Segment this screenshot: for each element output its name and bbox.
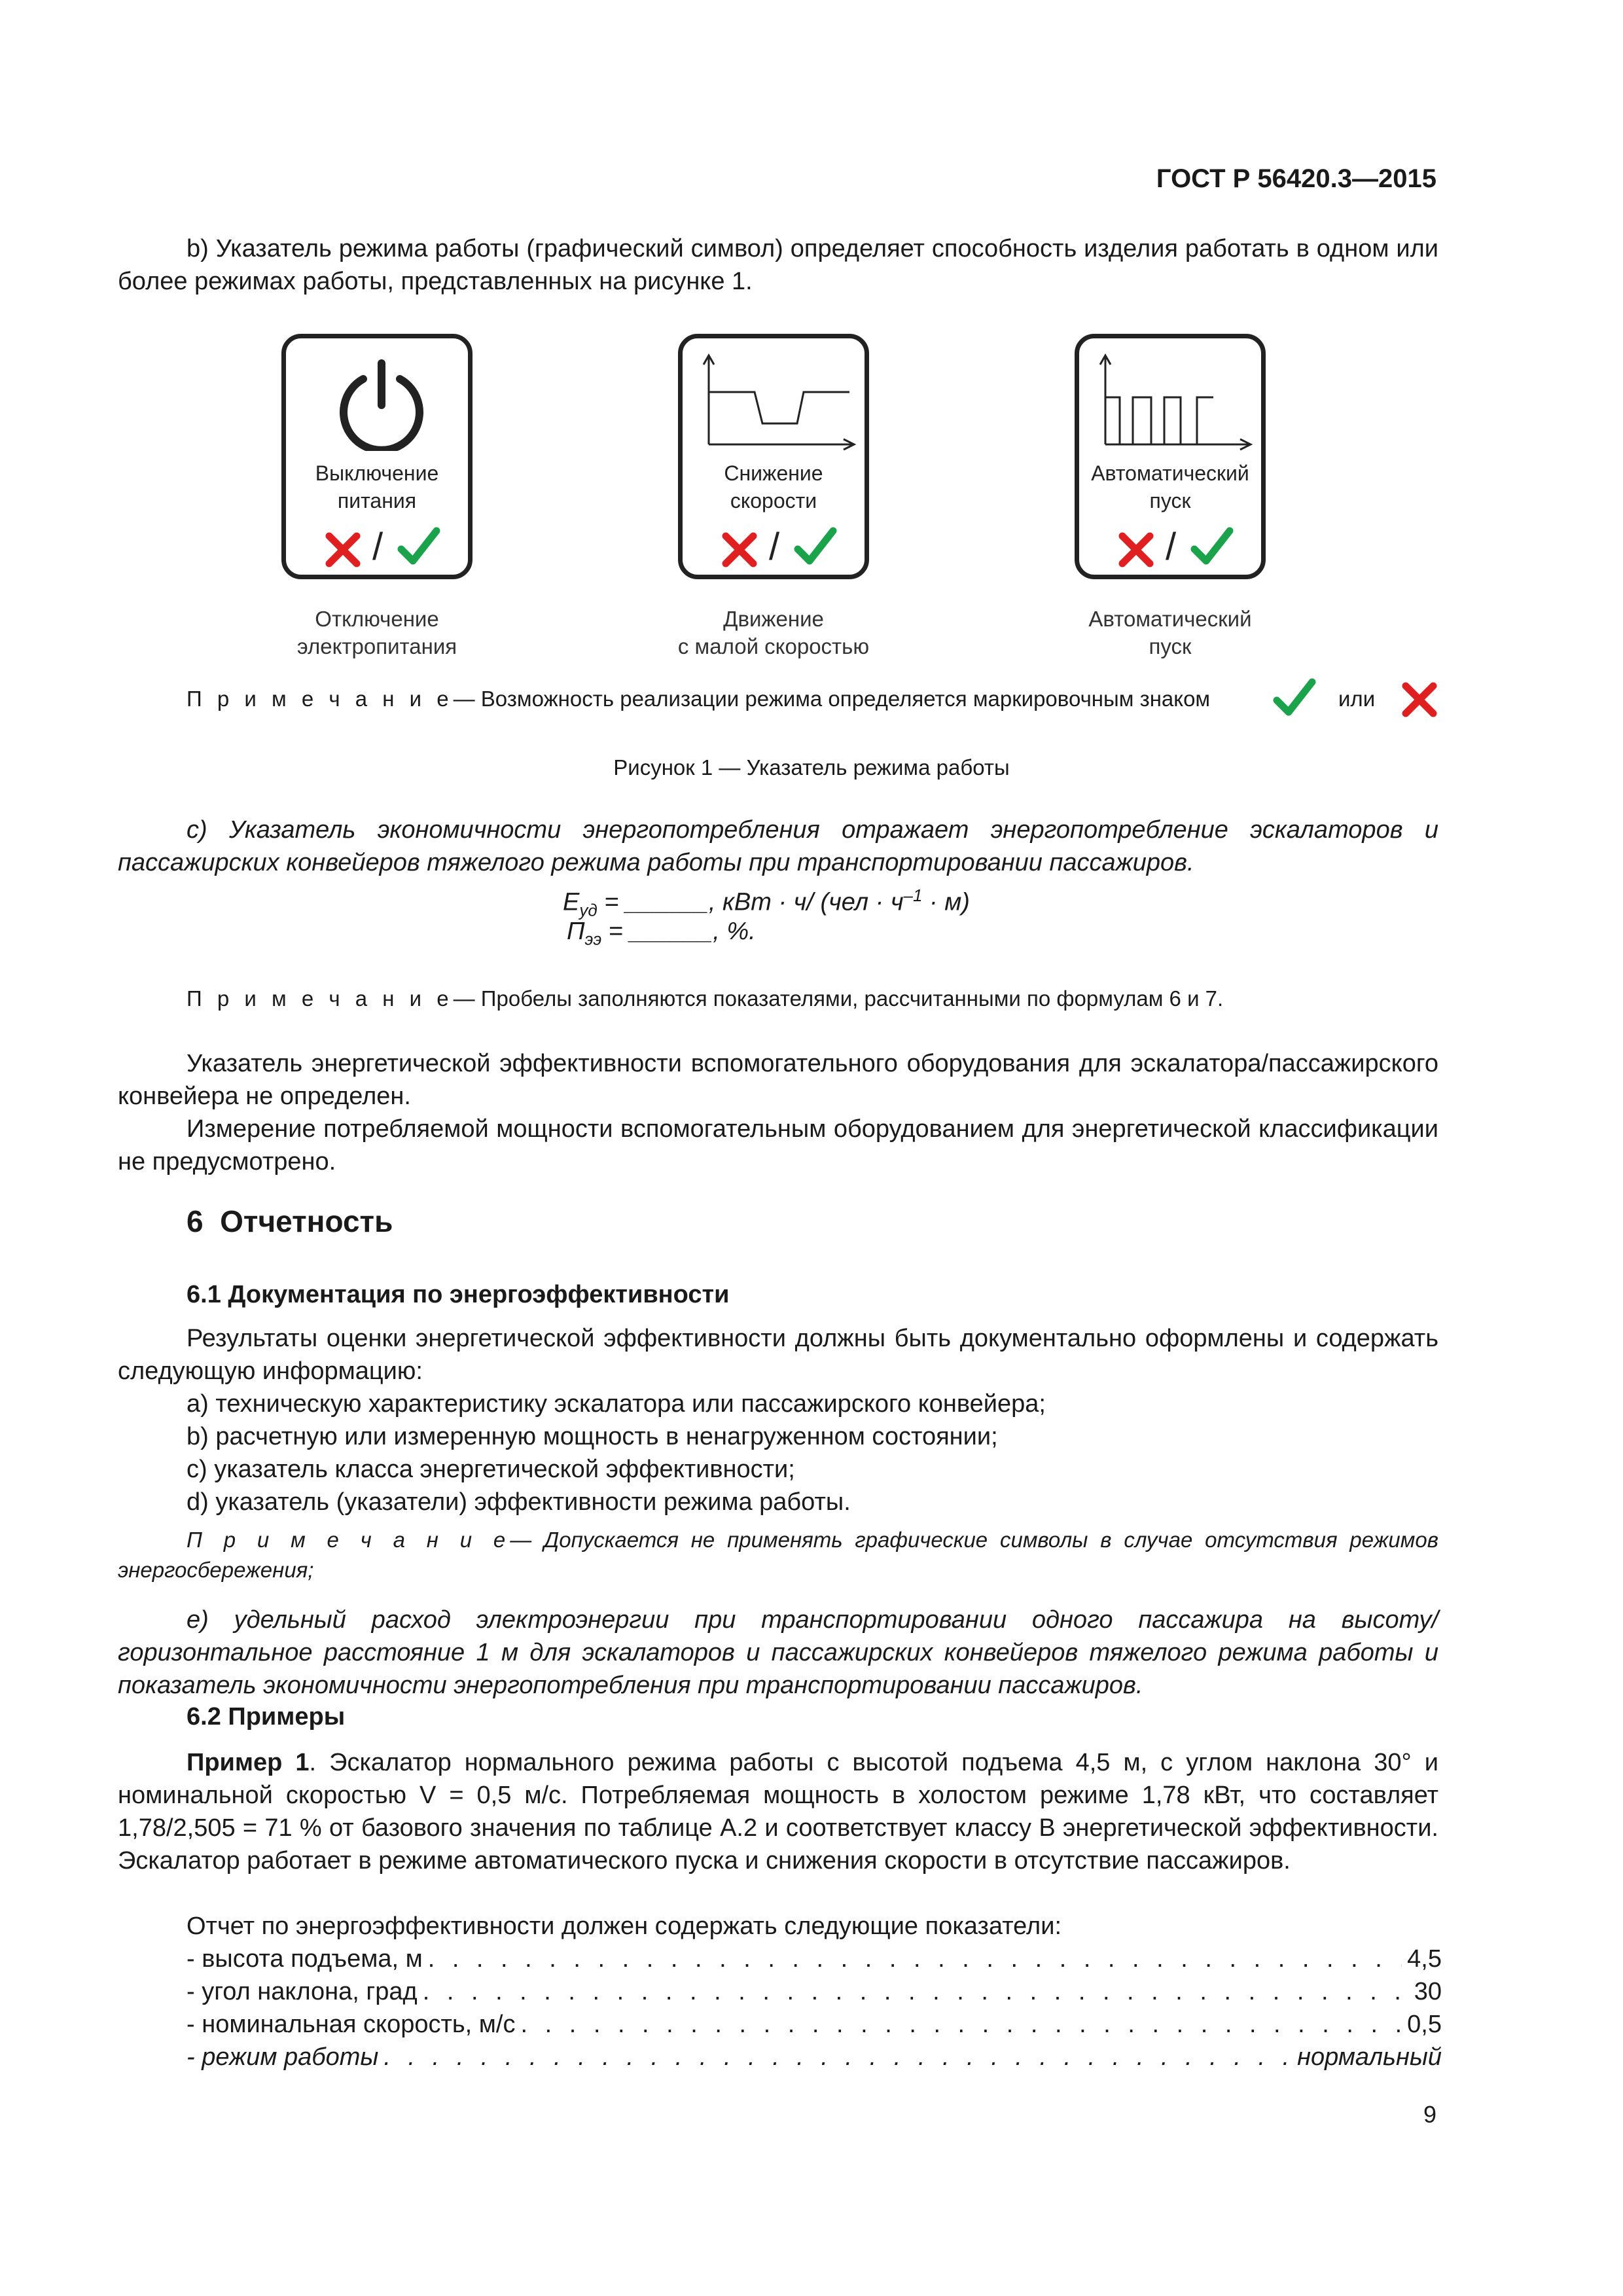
report-list [187,1943,1442,2073]
section-heading-6-2: 6.2 Примеры [187,1703,346,1731]
list-item: a) техническую характеристику эскалатора или пассажирского конвейера; [187,1390,1046,1418]
report-intro: Отчет по энергоэффективности должен содержать следующие показатели: [187,1912,1062,1940]
note-label: П р и м е ч а н и е [187,1528,510,1552]
section-heading-6-1: 6.1 Документация по энергоэффективности [187,1281,730,1308]
paragraph-b: b) Указатель режима работы (графический символ) определяет способность изделия работать в одном или более режимах работы, представленных на рисунке 1. [118,235,1438,295]
formula-note [187,984,1223,1014]
symbol-label: Выключение [315,461,439,485]
page-number: 9 [1423,2101,1436,2128]
cross-icon [721,531,758,569]
note-text: — Пробелы заполняются показателями, рассчитанными по формулам 6 и 7. [453,986,1224,1011]
paragraph-auxiliary-measurement: Измерение потребляемой мощности вспомогательным оборудованием для энергетической классификации не предусмотрено. [118,1115,1438,1175]
note-text: — Допускается не применять графические символы в случае отсутствия режимов энергосбережения; [118,1528,1438,1582]
symbol-auto-start [1075,334,1266,579]
report-item: - номинальная скорость, м/с . . . 0,5 [187,2008,1442,2041]
symbol-label: Автоматический [1091,461,1249,485]
symbol-caption: Автоматический пуск [1088,607,1252,658]
paragraph-c: c) Указатель экономичности энергопотребления отражает энергопотребление эскалаторов и пассажирских конвейеров тяжелого режима работы при транспортировании пассажиров. [118,816,1438,876]
symbol-label: Снижение [724,461,823,485]
auto-start-graph-icon [1092,353,1256,451]
example-text: . Эскалатор нормального режима работы с высотой подъема 4,5 м, с углом наклона 30° и номинальной скоростью V = 0,5 м/с. Потребляемая мощность в холостом режиме 1,78 кВт, что составляет 1,78/2,505 = 71 % от базового значения по таблице А.2 и соответствует классу В энергетической эффективности. Эскалатор работает в режиме автоматического пуска и снижения скорости в отсутствие пассажиров. [118,1749,1438,1874]
note-energy-saving [118,1525,1438,1585]
symbol-label: пуск [1149,489,1191,512]
symbol-caption: Движение с малой скоростью [677,607,870,658]
check-icon [794,527,837,567]
paragraph-6-1: Результаты оценки энергетической эффективности должны быть документально оформлены и содержать следующую информацию: [118,1325,1438,1385]
note-or: или [1338,687,1376,711]
paragraph-e: e) удельный расход электроэнергии при транспортировании одного пассажира на высоту/горизонтальное расстояние 1 м для эскалаторов и пассажирских конвейеров тяжелого режима работы и показатель экономичности энергопотребления при транспортировании пассажиров. [118,1606,1438,1699]
slash-separator: / [1166,526,1177,568]
note-text: — Возможность реализации режима определяется маркировочным знаком [453,687,1211,711]
cross-icon [1400,681,1438,719]
slash-separator: / [372,526,383,568]
formula-specific-consumption: $E_{уд}$ = ______, кВт · ч/ $(чел \cdot ч^{-1} \cdot м)$ [563,886,970,920]
figure-note [187,684,1443,714]
symbol-speed-reduction [678,334,869,579]
list-item: c) указатель класса энергетической эффективности; [187,1456,795,1483]
formula-efficiency-index: $П_{ээ}$ = ______, %. [567,918,756,949]
power-icon [336,359,427,451]
example-label: Пример 1 [187,1749,310,1776]
report-item: - высота подъема, м . . . 4,5 [187,1943,1442,1975]
section-heading-6: 6 Отчетность [187,1204,393,1238]
note-label: П р и м е ч а н и е [187,687,454,711]
document-number: ГОСТ Р 56420.3—2015 [1156,164,1436,193]
check-icon [397,527,440,567]
example-1 [118,1746,1438,1877]
cross-icon [1117,531,1155,569]
list-item: b) расчетную или измеренную мощность в ненагруженном состоянии; [187,1423,998,1450]
report-item: - угол наклона, град . . . 30 [187,1975,1442,2008]
report-item: - режим работы . . . нормальный [187,2041,1442,2073]
cross-icon [324,531,362,569]
symbol-label: питания [337,489,417,512]
list-item: d) указатель (указатели) эффективности режима работы. [187,1488,851,1516]
symbol-power-off [281,334,473,579]
paragraph-auxiliary-equipment: Указатель энергетической эффективности вспомогательного оборудования для эскалатора/пассажирского конвейера не определен. [118,1050,1438,1110]
list-6-1 [187,1388,1436,1518]
check-icon [1273,678,1316,719]
speed-reduction-graph-icon [696,353,859,451]
figure-caption: Рисунок 1 — Указатель режима работы [613,755,1010,780]
slash-separator: / [769,526,780,568]
symbol-caption: Отключение электропитания [296,607,457,658]
symbol-label: скорости [730,489,817,512]
check-icon [1190,527,1234,567]
note-label: П р и м е ч а н и е [187,986,454,1011]
